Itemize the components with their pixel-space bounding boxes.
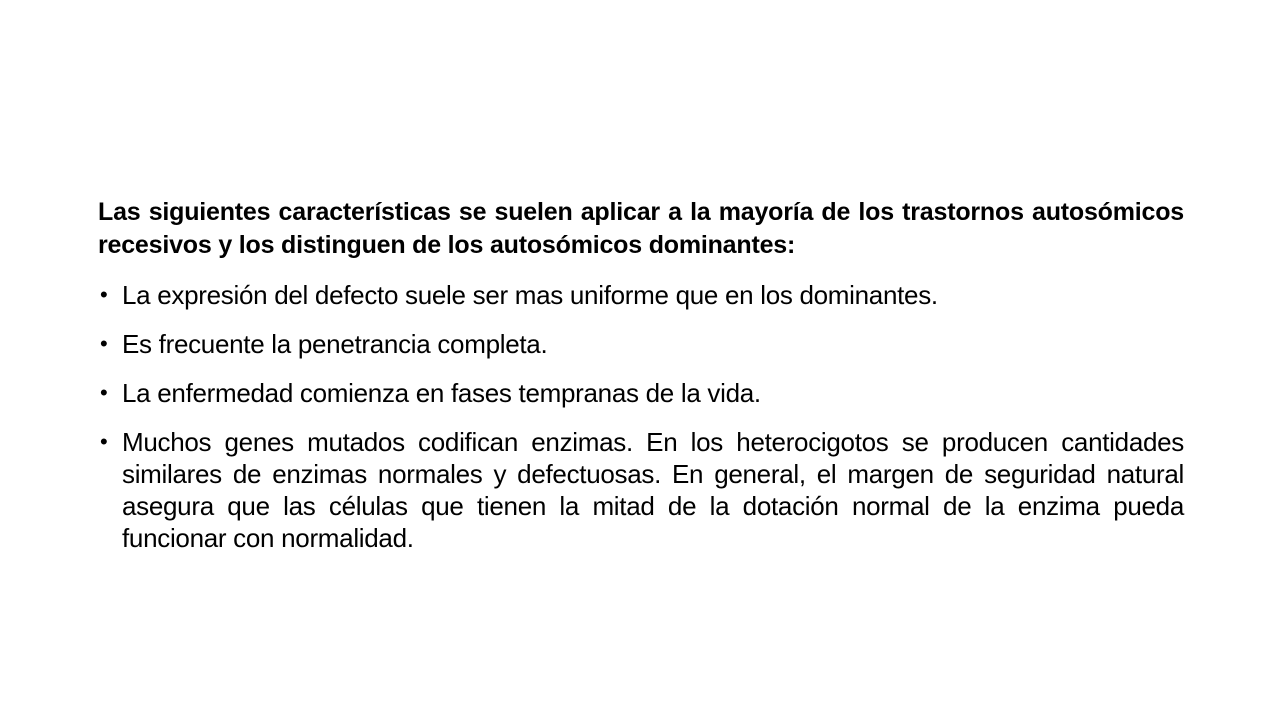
bullet-icon: • [100, 380, 108, 405]
bullet-text: Es frecuente la penetrancia completa. [122, 329, 548, 359]
bullet-text: La expresión del defecto suele ser mas uniforme que en los dominantes. [122, 280, 938, 310]
bullet-item [98, 279, 1184, 311]
bullet-icon: • [100, 331, 108, 356]
bullet-item [98, 328, 1184, 360]
bullet-item [98, 377, 1184, 409]
bullet-text: Muchos genes mutados codifican enzimas. En los heterocigotos se producen cantidades similares de enzimas normales y defectuosas. En general, el margen de seguridad natural asegura que las células que tienen la mitad de la dotación normal de la enzima pueda funcionar con normalidad. [122, 427, 1184, 553]
bullet-item [98, 426, 1184, 554]
bullet-list [98, 279, 1184, 554]
bullet-text: La enfermedad comienza en fases tempranas de la vida. [122, 378, 761, 408]
bullet-icon: • [100, 429, 108, 454]
intro-paragraph: Las siguientes características se suelen aplicar a la mayoría de los trastornos autosómicos recesivos y los distinguen de los autosómicos dominantes: [98, 198, 1184, 259]
bullet-icon: • [100, 282, 108, 307]
slide-content [98, 196, 1184, 554]
